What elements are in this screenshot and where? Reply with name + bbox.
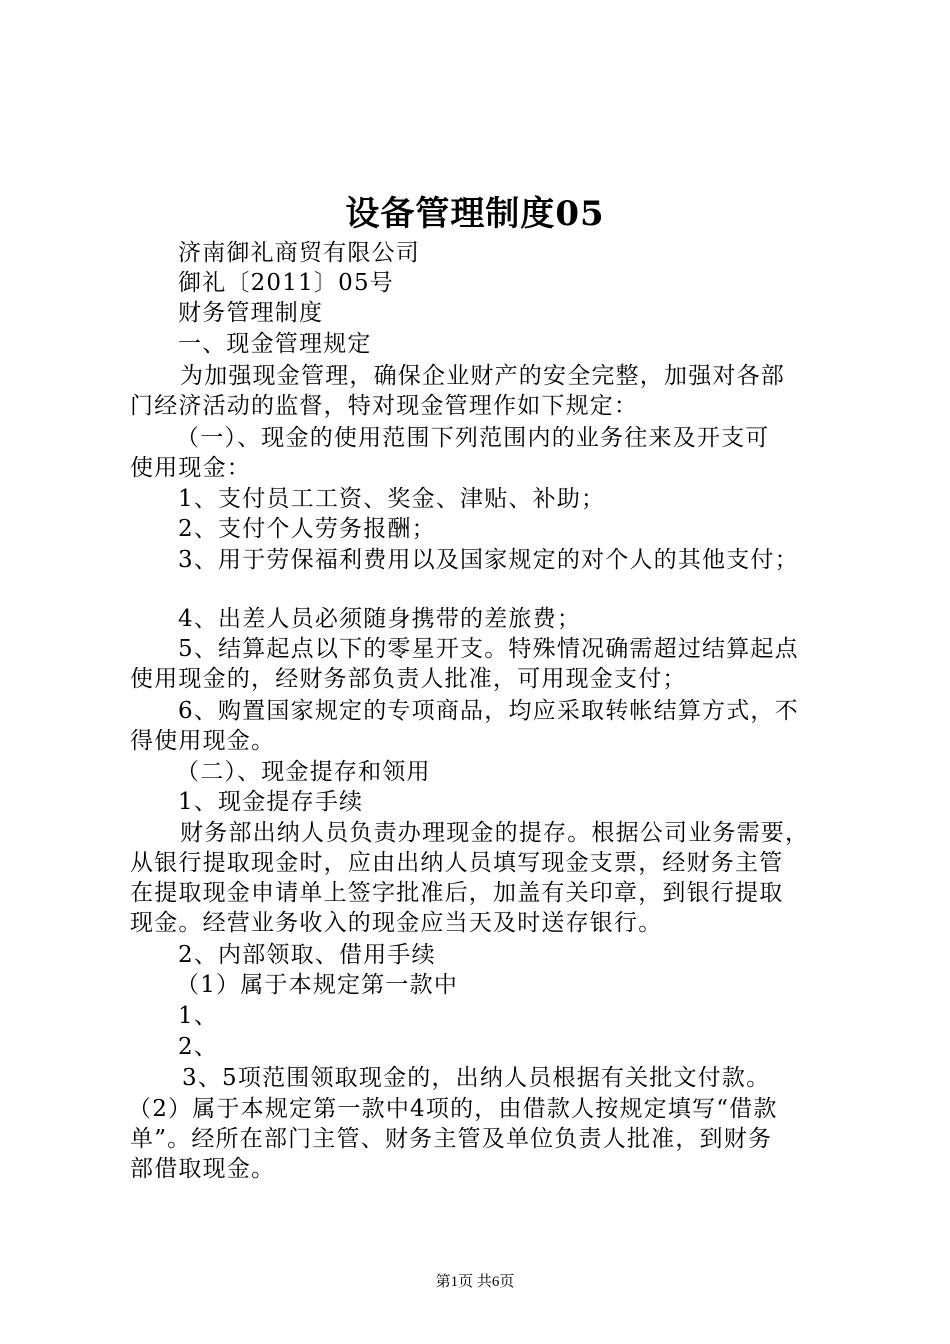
list-item: 3、用于劳保福利费用以及国家规定的对个人的其他支付； xyxy=(178,547,799,573)
page-footer: 第1页 共6页 xyxy=(435,1274,515,1290)
document-number: 御礼〔2011〕05号 xyxy=(178,270,394,296)
list-item: 1、现金提存手续 xyxy=(178,789,364,815)
list-item: 1、 xyxy=(178,1003,219,1029)
paragraph-line: 部借取现金。 xyxy=(130,1156,276,1182)
subsection-heading: （二）、现金提存和领用 xyxy=(176,759,431,785)
list-item: 1、支付员工工资、奖金、津贴、补助； xyxy=(178,486,606,512)
paragraph-line: 使用现金的，经财务部负责人批准，可用现金支付； xyxy=(130,666,687,692)
paragraph-line: 在提取现金申请单上签字批准后，加盖有关印章，到银行提取 xyxy=(130,880,784,906)
paragraph-line: 现金。经营业务收入的现金应当天及时送存银行。 xyxy=(130,910,663,936)
paragraph-line: 得使用现金。 xyxy=(130,728,276,754)
paragraph-line: 单”。经所在部门主管、财务主管及单位负责人批准，到财务 xyxy=(130,1126,773,1152)
list-item: （1）属于本规定第一款中 xyxy=(176,972,459,998)
document-title: 设备管理制度05 xyxy=(345,194,605,234)
paragraph-line: （一）、现金的使用范围下列范围内的业务往来及开支可 xyxy=(176,425,770,451)
paragraph-line: （2）属于本规定第一款中4项的，由借款人按规定填写“借款 xyxy=(128,1096,778,1122)
paragraph-line: 3、5项范围领取现金的，出纳人员根据有关批文付款。 xyxy=(182,1065,771,1091)
paragraph-line: 门经济活动的监督，特对现金管理作如下规定： xyxy=(130,393,639,419)
subsection-heading: 一、现金管理规定 xyxy=(178,331,372,357)
list-item: 2、支付个人劳务报酬； xyxy=(178,516,436,542)
list-item: 2、内部领取、借用手续 xyxy=(178,942,436,968)
paragraph-line: 财务部出纳人员负责办理现金的提存。根据公司业务需要， xyxy=(180,820,810,846)
company-name: 济南御礼商贸有限公司 xyxy=(178,240,420,266)
section-heading: 财务管理制度 xyxy=(178,300,324,326)
paragraph-line: 从银行提取现金时，应由出纳人员填写现金支票，经财务主管 xyxy=(130,850,784,876)
list-item: 2、 xyxy=(178,1034,219,1060)
list-item: 5、结算起点以下的零星开支。特殊情况确需超过结算起点 xyxy=(178,636,799,662)
paragraph-line: 使用现金： xyxy=(130,455,251,481)
paragraph-line: 为加强现金管理，确保企业财产的安全完整，加强对各部 xyxy=(180,363,785,389)
list-item: 4、出差人员必须随身携带的差旅费； xyxy=(178,606,582,632)
list-item: 6、购置国家规定的专项商品，均应采取转帐结算方式，不 xyxy=(178,698,799,724)
